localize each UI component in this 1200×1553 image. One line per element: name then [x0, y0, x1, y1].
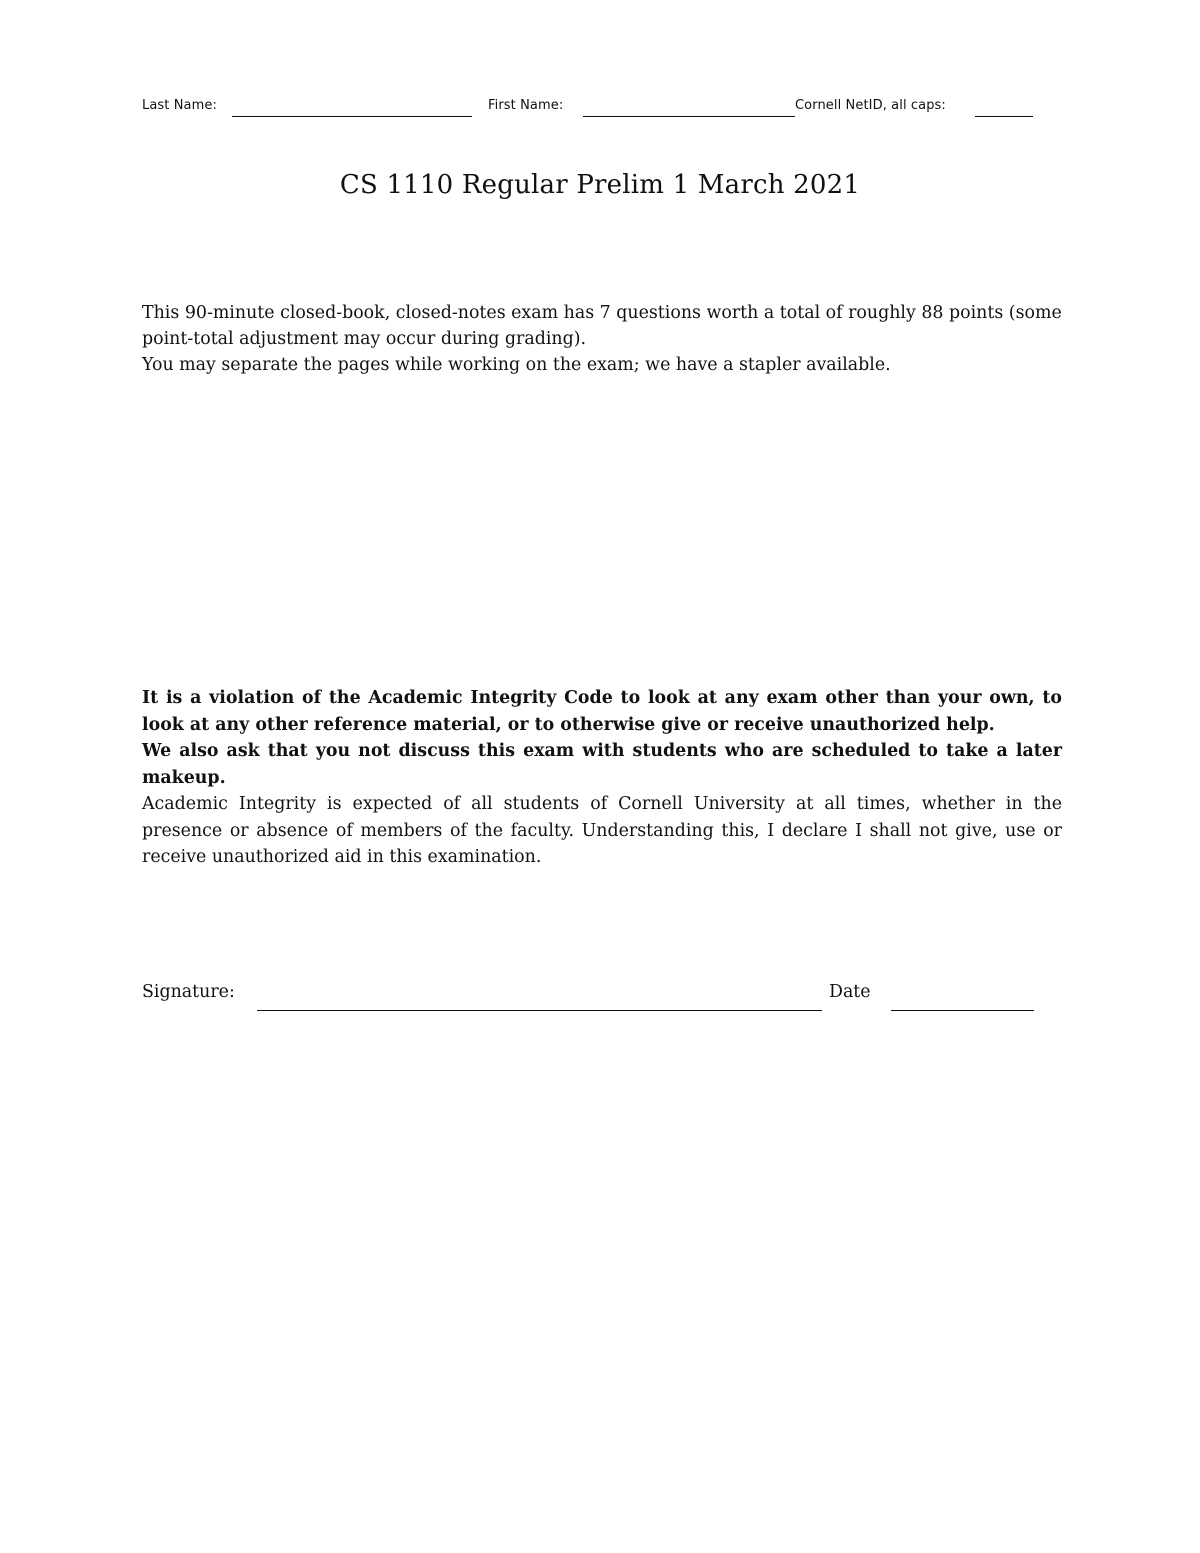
instructions-line-1: This 90-minute closed-book, closed-notes exam has 7 questions worth a total of roughly 88 points (some point-total adjustment may occur during grading).: [142, 303, 1062, 349]
date-label: Date: [829, 982, 871, 1002]
signature-label: Signature:: [142, 982, 235, 1002]
student-info-header: [142, 96, 1034, 120]
makeup-discussion-text: We also ask that you not discuss this exam with students who are scheduled to take a later makeup.: [142, 741, 1062, 788]
netid-blank[interactable]: [975, 116, 1033, 117]
netid-label: Cornell NetID, all caps:: [795, 98, 946, 113]
signature-blank[interactable]: [257, 1010, 822, 1011]
first-name-blank[interactable]: [583, 116, 795, 117]
last-name-blank[interactable]: [232, 116, 472, 117]
signature-row: [142, 982, 1034, 1014]
date-blank[interactable]: [891, 1010, 1034, 1011]
exam-instructions: [142, 300, 1062, 378]
last-name-label: Last Name:: [142, 98, 217, 113]
integrity-violation-text: It is a violation of the Academic Integrity Code to look at any exam other than your own, to look at any other reference material, or to otherwise give or receive unauthorized help.: [142, 688, 1062, 735]
exam-title: CS 1110 Regular Prelim 1 March 2021: [339, 170, 861, 200]
first-name-label: First Name:: [488, 98, 564, 113]
academic-integrity-statement: [142, 685, 1062, 871]
instructions-line-2: You may separate the pages while working on the exam; we have a stapler available.: [142, 355, 891, 375]
integrity-declaration-text: Academic Integrity is expected of all students of Cornell University at all times, whether in the presence or absence of members of the faculty. Understanding this, I declare I shall not give, use or receive unauthorized aid in this examination.: [142, 794, 1062, 867]
